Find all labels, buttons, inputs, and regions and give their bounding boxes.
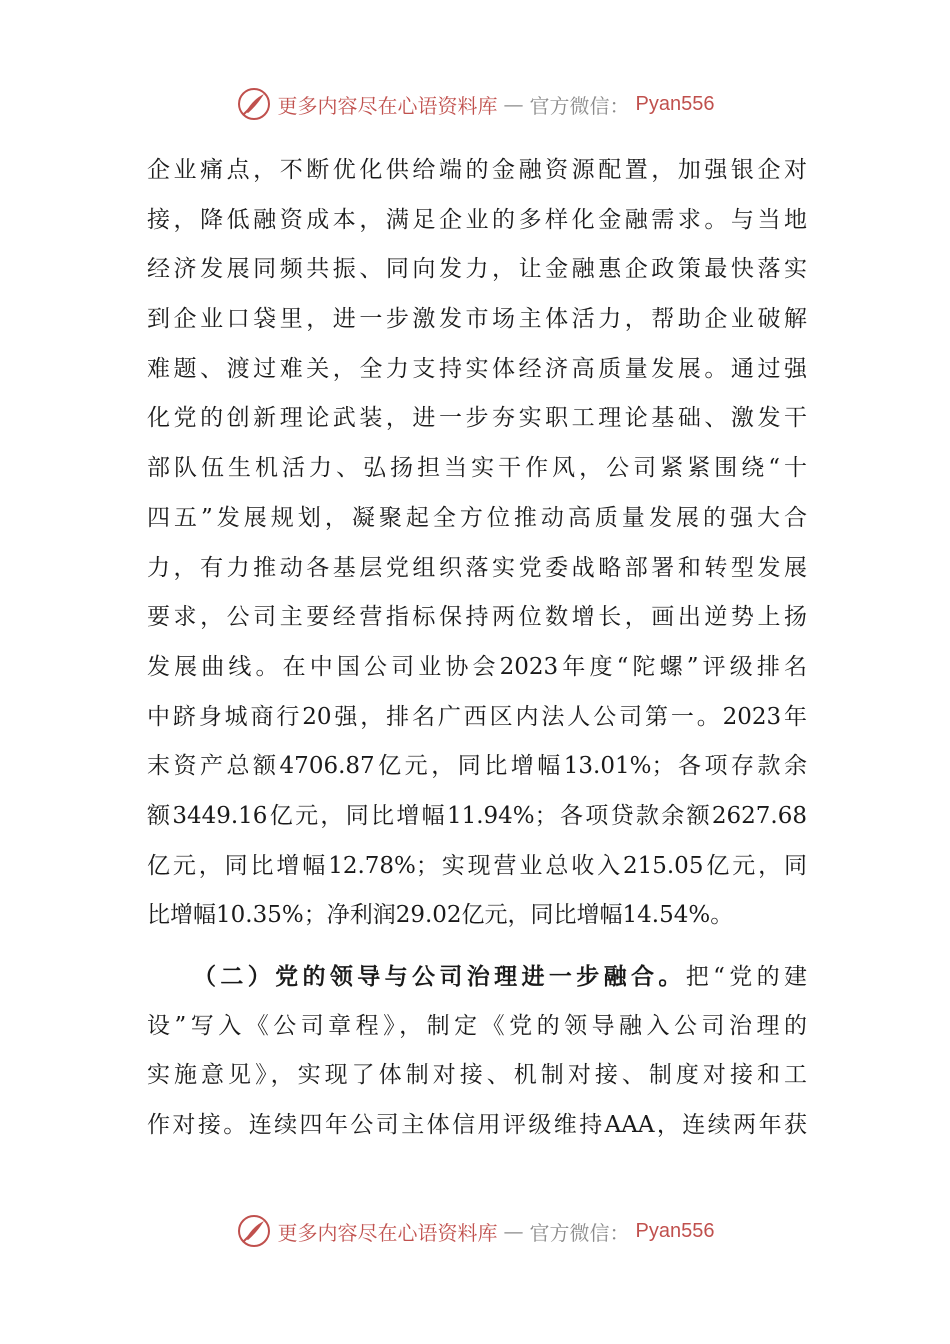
text-line: 经济发展同频共振、同向发力，让金融惠企政策最快落实 <box>147 256 807 283</box>
text-line: 额3449.16亿元，同比增幅11.94%；各项贷款余额2627.68 <box>147 802 807 829</box>
text-line: 作对接。连续四年公司主体信用评级维持AAA，连续两年获 <box>147 1112 807 1139</box>
text-line: 末资产总额4706.87亿元，同比增幅13.01%；各项存款余 <box>147 753 807 780</box>
text-run: 把“党的建 <box>685 964 807 990</box>
text-line: 四五”发展规划，凝聚起全方位推动高质量发展的强大合 <box>147 504 807 531</box>
text-line: 实施意见》，实现了体制对接、机制对接、制度对接和工 <box>147 1062 807 1089</box>
watermark-wechat-id: Pyan556 <box>635 1219 715 1242</box>
paragraph-gap <box>147 941 807 952</box>
quill-logo-icon <box>236 1213 272 1249</box>
quill-logo-icon <box>236 86 272 122</box>
text-line: 要求，公司主要经营指标保持两位数增长，画出逆势上扬 <box>147 604 807 631</box>
watermark-sub-text: 官方微信： <box>529 93 630 118</box>
text-line: 接，降低融资成本，满足企业的多样化金融需求。与当地 <box>147 206 807 233</box>
watermark-wechat-id: Pyan556 <box>635 92 715 115</box>
footer-watermark <box>0 1211 950 1251</box>
text-line: 化党的创新理论武装，进一步夯实职工理论基础、激发干 <box>147 405 807 432</box>
text-line: 力，有力推动各基层党组织落实党委战略部署和转型发展 <box>147 554 807 581</box>
watermark-dash: — <box>503 1219 524 1243</box>
text-line: 发展曲线。在中国公司业协会2023年度“陀螺”评级排名 <box>147 653 807 680</box>
document-body <box>147 146 807 1151</box>
watermark-main-text: 更多内容尽在心语资料库 <box>277 93 498 118</box>
section-heading-line <box>147 952 807 1002</box>
text-line: 比增幅10.35%；净利润29.02亿元，同比增幅14.54%。 <box>147 902 734 929</box>
text-line: 亿元，同比增幅12.78%；实现营业总收入215.05亿元，同 <box>147 852 807 879</box>
text-line: 中跻身城商行20强，排名广西区内法人公司第一。2023年 <box>147 703 807 730</box>
text-line: 难题、渡过难关，全力支持实体经济高质量发展。通过强 <box>147 355 807 382</box>
watermark-sub-text: 官方微信： <box>529 1220 630 1245</box>
text-line: 到企业口袋里，进一步激发市场主体活力，帮助企业破解 <box>147 306 807 333</box>
text-line: 企业痛点，不断优化供给端的金融资源配置，加强银企对 <box>147 157 807 183</box>
section-heading: （二）党的领导与公司治理进一步融合。 <box>193 963 686 990</box>
text-line: 设”写入《公司章程》，制定《党的领导融入公司治理的 <box>147 1012 807 1039</box>
watermark-dash: — <box>503 92 524 116</box>
watermark-main-text: 更多内容尽在心语资料库 <box>277 1220 498 1245</box>
text-line: 部队伍生机活力、弘扬担当实干作风，公司紧紧围绕“十 <box>147 455 807 482</box>
header-watermark <box>0 84 950 124</box>
